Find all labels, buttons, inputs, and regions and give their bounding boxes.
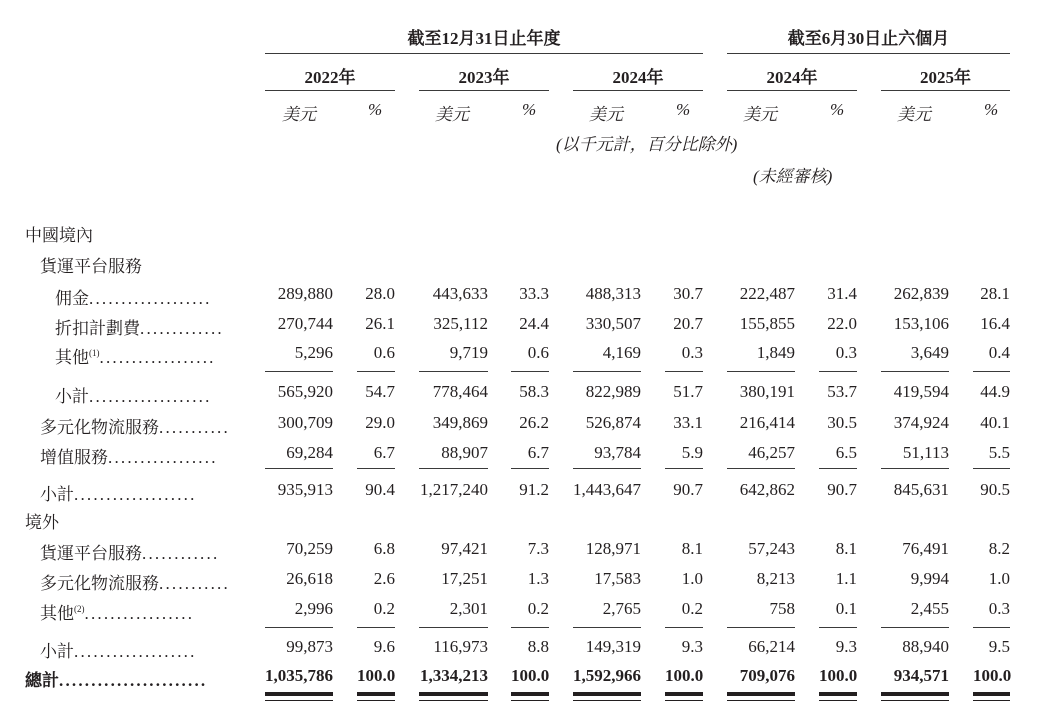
cell-percent: 26.2 (519, 413, 549, 432)
cell-amount: 153,106 (893, 314, 949, 333)
cell-amount: 9,719 (449, 343, 488, 362)
year-rule (265, 90, 395, 91)
cell-amount: 300,709 (277, 413, 333, 432)
cell-amount: 443,633 (432, 284, 488, 303)
cell-amount: 1,592,966 (573, 666, 641, 685)
unit-usd: 美元 (435, 105, 469, 124)
cell-amount: 76,491 (902, 539, 949, 558)
row-label-text: 其他 (55, 348, 89, 367)
unit-pct: % (984, 100, 999, 119)
cell-percent: 33.1 (673, 413, 703, 432)
subtotal-rule (665, 468, 703, 469)
row-label-text: 佣金 (55, 289, 89, 308)
subtotal-rule (265, 468, 333, 469)
unit-usd: 美元 (897, 105, 931, 124)
year-header-2024: 2024年 (612, 68, 664, 87)
cell-amount: 758 (769, 599, 795, 618)
unit-usd: 美元 (589, 105, 623, 124)
cell-percent: 0.4 (988, 343, 1010, 362)
subtotal-rule (727, 468, 795, 469)
cell-percent: 6.7 (527, 443, 549, 462)
row-label (40, 637, 238, 662)
note-thousands: (以千元計，百分比除外) (556, 135, 738, 154)
cell-amount: 5,296 (294, 343, 333, 362)
subtotal-rule (419, 468, 488, 469)
cell-amount: 1,334,213 (420, 666, 488, 685)
cell-amount: 934,571 (893, 666, 949, 685)
cell-percent: 8.8 (527, 637, 549, 656)
leader-dots: ............ (142, 544, 220, 563)
cell-amount: 778,464 (432, 382, 488, 401)
section-overseas: 境外 (25, 513, 59, 532)
subtotal-rule (265, 627, 333, 628)
subtotal-rule (665, 371, 703, 372)
cell-amount: 4,169 (602, 343, 641, 362)
cell-amount: 17,583 (594, 569, 641, 588)
cell-percent: 0.2 (527, 599, 549, 618)
cell-percent: 0.2 (681, 599, 703, 618)
year-rule (419, 90, 549, 91)
year-rule (573, 90, 703, 91)
subtotal-rule (573, 468, 641, 469)
total-double-rule (265, 700, 333, 701)
cell-amount: 69,284 (286, 443, 333, 462)
cell-percent: 0.1 (835, 599, 857, 618)
cell-amount: 93,784 (594, 443, 641, 462)
subtotal-rule (727, 627, 795, 628)
subtotal-rule (819, 468, 857, 469)
unit-pct: % (522, 100, 537, 119)
cell-percent: 0.3 (681, 343, 703, 362)
total-double-rule (881, 700, 949, 701)
row-label-text: 折扣計劃費 (55, 319, 140, 338)
leader-dots: .................. (99, 348, 216, 367)
cell-percent: 100.0 (819, 666, 858, 685)
cell-amount: 526,874 (585, 413, 641, 432)
cell-percent: 90.7 (827, 480, 857, 499)
cell-amount: 222,487 (739, 284, 795, 303)
cell-amount: 374,924 (893, 413, 949, 432)
row-label (55, 343, 238, 368)
subtotal-rule (573, 627, 641, 628)
subtotal-rule (419, 627, 488, 628)
subtotal-rule (265, 371, 333, 372)
total-double-rule (665, 700, 703, 701)
row-label (55, 284, 238, 309)
cell-percent: 5.9 (681, 443, 703, 462)
cell-amount: 149,319 (585, 637, 641, 656)
total-double-rule (573, 692, 641, 700)
subtotal-rule (419, 371, 488, 372)
cell-amount: 419,594 (893, 382, 949, 401)
cell-percent: 22.0 (827, 314, 857, 333)
cell-percent: 0.2 (373, 599, 395, 618)
cell-percent: 0.3 (835, 343, 857, 362)
subtotal-rule (973, 468, 1010, 469)
cell-amount: 330,507 (585, 314, 641, 333)
cell-amount: 2,455 (910, 599, 949, 618)
cell-amount: 88,940 (902, 637, 949, 656)
cell-percent: 0.3 (988, 599, 1010, 618)
row-label-text: 多元化物流服務 (40, 574, 159, 593)
row-label-text: 多元化物流服務 (40, 418, 159, 437)
cell-percent: 9.5 (988, 637, 1010, 656)
cell-amount: 216,414 (739, 413, 795, 432)
cell-percent: 0.6 (527, 343, 549, 362)
cell-percent: 20.7 (673, 314, 703, 333)
row-label-text: 小計 (40, 485, 74, 504)
total-double-rule (973, 700, 1010, 701)
cell-percent: 100.0 (357, 666, 396, 685)
cell-percent: 8.1 (835, 539, 857, 558)
row-label (55, 314, 238, 339)
unit-pct: % (676, 100, 691, 119)
group-rule-annual (265, 53, 703, 54)
cell-percent: 100.0 (665, 666, 704, 685)
row-label (55, 382, 238, 407)
cell-percent: 31.4 (827, 284, 857, 303)
row-label (25, 666, 238, 691)
leader-dots: ................... (89, 387, 212, 406)
cell-percent: 28.0 (365, 284, 395, 303)
year-header-2024-interim: 2024年 (766, 68, 818, 87)
total-double-rule (727, 692, 795, 700)
leader-dots: ........... (159, 574, 230, 593)
leader-dots: ................... (89, 289, 212, 308)
subtotal-rule (819, 627, 857, 628)
leader-dots: ................... (74, 485, 197, 504)
unit-usd: 美元 (282, 105, 316, 124)
cell-percent: 1.0 (988, 569, 1010, 588)
subtotal-rule (973, 371, 1010, 372)
cell-percent: 90.4 (365, 480, 395, 499)
total-double-rule (881, 692, 949, 700)
row-label-text: 總計 (25, 671, 59, 690)
group-header-annual: 截至12月31日止年度 (407, 29, 561, 48)
cell-percent: 9.3 (835, 637, 857, 656)
cell-amount: 935,913 (277, 480, 333, 499)
cell-amount: 325,112 (433, 314, 488, 333)
leader-dots: ............. (140, 319, 224, 338)
cell-percent: 90.5 (980, 480, 1010, 499)
section-freight-platform: 貨運平台服務 (40, 257, 142, 276)
cell-percent: 16.4 (980, 314, 1010, 333)
cell-percent: 91.2 (519, 480, 549, 499)
cell-amount: 2,765 (602, 599, 641, 618)
leader-dots: ........... (159, 418, 230, 437)
cell-amount: 9,994 (910, 569, 949, 588)
cell-percent: 24.4 (519, 314, 549, 333)
cell-amount: 845,631 (893, 480, 949, 499)
total-double-rule (511, 692, 549, 700)
subtotal-rule (881, 371, 949, 372)
cell-amount: 1,217,240 (420, 480, 488, 499)
leader-dots: ................... (74, 642, 197, 661)
subtotal-rule (727, 371, 795, 372)
subtotal-rule (819, 371, 857, 372)
cell-amount: 116,973 (433, 637, 488, 656)
cell-amount: 46,257 (748, 443, 795, 462)
year-rule (881, 90, 1010, 91)
note-unaudited: (未經審核) (753, 167, 833, 186)
cell-percent: 7.3 (527, 539, 549, 558)
subtotal-rule (511, 468, 549, 469)
cell-percent: 1.1 (835, 569, 857, 588)
cell-amount: 66,214 (748, 637, 795, 656)
cell-amount: 565,920 (277, 382, 333, 401)
cell-percent: 28.1 (980, 284, 1010, 303)
cell-percent: 26.1 (365, 314, 395, 333)
cell-percent: 9.6 (373, 637, 395, 656)
total-double-rule (419, 700, 488, 701)
unit-pct: % (368, 100, 383, 119)
cell-amount: 17,251 (441, 569, 488, 588)
cell-percent: 100.0 (511, 666, 550, 685)
row-label-text: 小計 (55, 387, 89, 406)
total-double-rule (511, 700, 549, 701)
group-header-interim: 截至6月30日止六個月 (787, 29, 950, 48)
cell-amount: 155,855 (739, 314, 795, 333)
total-double-rule (419, 692, 488, 700)
cell-percent: 33.3 (519, 284, 549, 303)
cell-percent: 2.6 (373, 569, 395, 588)
footnote-marker: (1) (89, 348, 100, 358)
cell-percent: 1.0 (681, 569, 703, 588)
subtotal-rule (357, 627, 395, 628)
row-label-text: 其他 (40, 604, 74, 623)
row-label (40, 443, 238, 468)
cell-percent: 6.7 (373, 443, 395, 462)
cell-amount: 709,076 (739, 666, 795, 685)
cell-percent: 5.5 (988, 443, 1010, 462)
subtotal-rule (357, 468, 395, 469)
cell-amount: 8,213 (756, 569, 795, 588)
subtotal-rule (511, 371, 549, 372)
row-label-text: 增值服務 (40, 448, 108, 467)
row-label (40, 413, 238, 438)
total-double-rule (573, 700, 641, 701)
total-double-rule (819, 700, 857, 701)
total-double-rule (265, 692, 333, 700)
subtotal-rule (973, 627, 1010, 628)
cell-amount: 51,113 (902, 443, 949, 462)
cell-percent: 29.0 (365, 413, 395, 432)
group-rule-interim (727, 53, 1010, 54)
unit-usd: 美元 (743, 105, 777, 124)
cell-amount: 822,989 (585, 382, 641, 401)
year-header-2025-interim: 2025年 (920, 68, 971, 87)
cell-amount: 2,996 (294, 599, 333, 618)
cell-amount: 57,243 (748, 539, 795, 558)
total-double-rule (665, 692, 703, 700)
cell-amount: 2,301 (449, 599, 488, 618)
footnote-marker: (2) (74, 604, 85, 614)
subtotal-rule (357, 371, 395, 372)
unit-pct: % (830, 100, 845, 119)
cell-percent: 54.7 (365, 382, 395, 401)
cell-percent: 8.1 (681, 539, 703, 558)
cell-percent: 53.7 (827, 382, 857, 401)
cell-percent: 100.0 (973, 666, 1012, 685)
cell-amount: 270,744 (277, 314, 333, 333)
subtotal-rule (881, 627, 949, 628)
total-double-rule (727, 700, 795, 701)
cell-amount: 642,862 (739, 480, 795, 499)
row-label (40, 599, 238, 624)
row-label-text: 貨運平台服務 (40, 544, 142, 563)
cell-amount: 128,971 (585, 539, 641, 558)
row-label (40, 480, 238, 505)
cell-amount: 97,421 (441, 539, 488, 558)
cell-amount: 488,313 (585, 284, 641, 303)
section-domestic: 中國境內 (25, 226, 93, 245)
cell-amount: 1,035,786 (265, 666, 333, 685)
cell-amount: 70,259 (286, 539, 333, 558)
subtotal-rule (665, 627, 703, 628)
cell-amount: 262,839 (893, 284, 949, 303)
cell-amount: 1,443,647 (573, 480, 641, 499)
total-double-rule (357, 692, 395, 700)
cell-amount: 1,849 (756, 343, 795, 362)
cell-percent: 30.5 (827, 413, 857, 432)
cell-amount: 289,880 (277, 284, 333, 303)
row-label (40, 539, 238, 564)
cell-percent: 51.7 (673, 382, 703, 401)
leader-dots: ................. (108, 448, 218, 467)
cell-percent: 0.6 (373, 343, 395, 362)
cell-percent: 58.3 (519, 382, 549, 401)
cell-percent: 1.3 (527, 569, 549, 588)
cell-percent: 9.3 (681, 637, 703, 656)
year-header-2023: 2023年 (458, 68, 510, 87)
total-double-rule (819, 692, 857, 700)
leader-dots: ....................... (59, 671, 208, 690)
cell-percent: 90.7 (673, 480, 703, 499)
year-rule (727, 90, 857, 91)
subtotal-rule (881, 468, 949, 469)
cell-percent: 6.5 (835, 443, 857, 462)
row-label (40, 569, 238, 594)
leader-dots: ................. (84, 604, 195, 623)
cell-percent: 6.8 (373, 539, 395, 558)
subtotal-rule (573, 371, 641, 372)
cell-amount: 99,873 (286, 637, 333, 656)
cell-amount: 349,869 (432, 413, 488, 432)
total-double-rule (357, 700, 395, 701)
cell-percent: 40.1 (980, 413, 1010, 432)
total-double-rule (973, 692, 1010, 700)
cell-amount: 88,907 (441, 443, 488, 462)
cell-percent: 30.7 (673, 284, 703, 303)
year-header-2022: 2022年 (304, 68, 356, 87)
row-label-text: 小計 (40, 642, 74, 661)
cell-percent: 8.2 (988, 539, 1010, 558)
cell-amount: 3,649 (910, 343, 949, 362)
subtotal-rule (511, 627, 549, 628)
cell-amount: 380,191 (739, 382, 795, 401)
cell-amount: 26,618 (286, 569, 333, 588)
cell-percent: 44.9 (980, 382, 1010, 401)
